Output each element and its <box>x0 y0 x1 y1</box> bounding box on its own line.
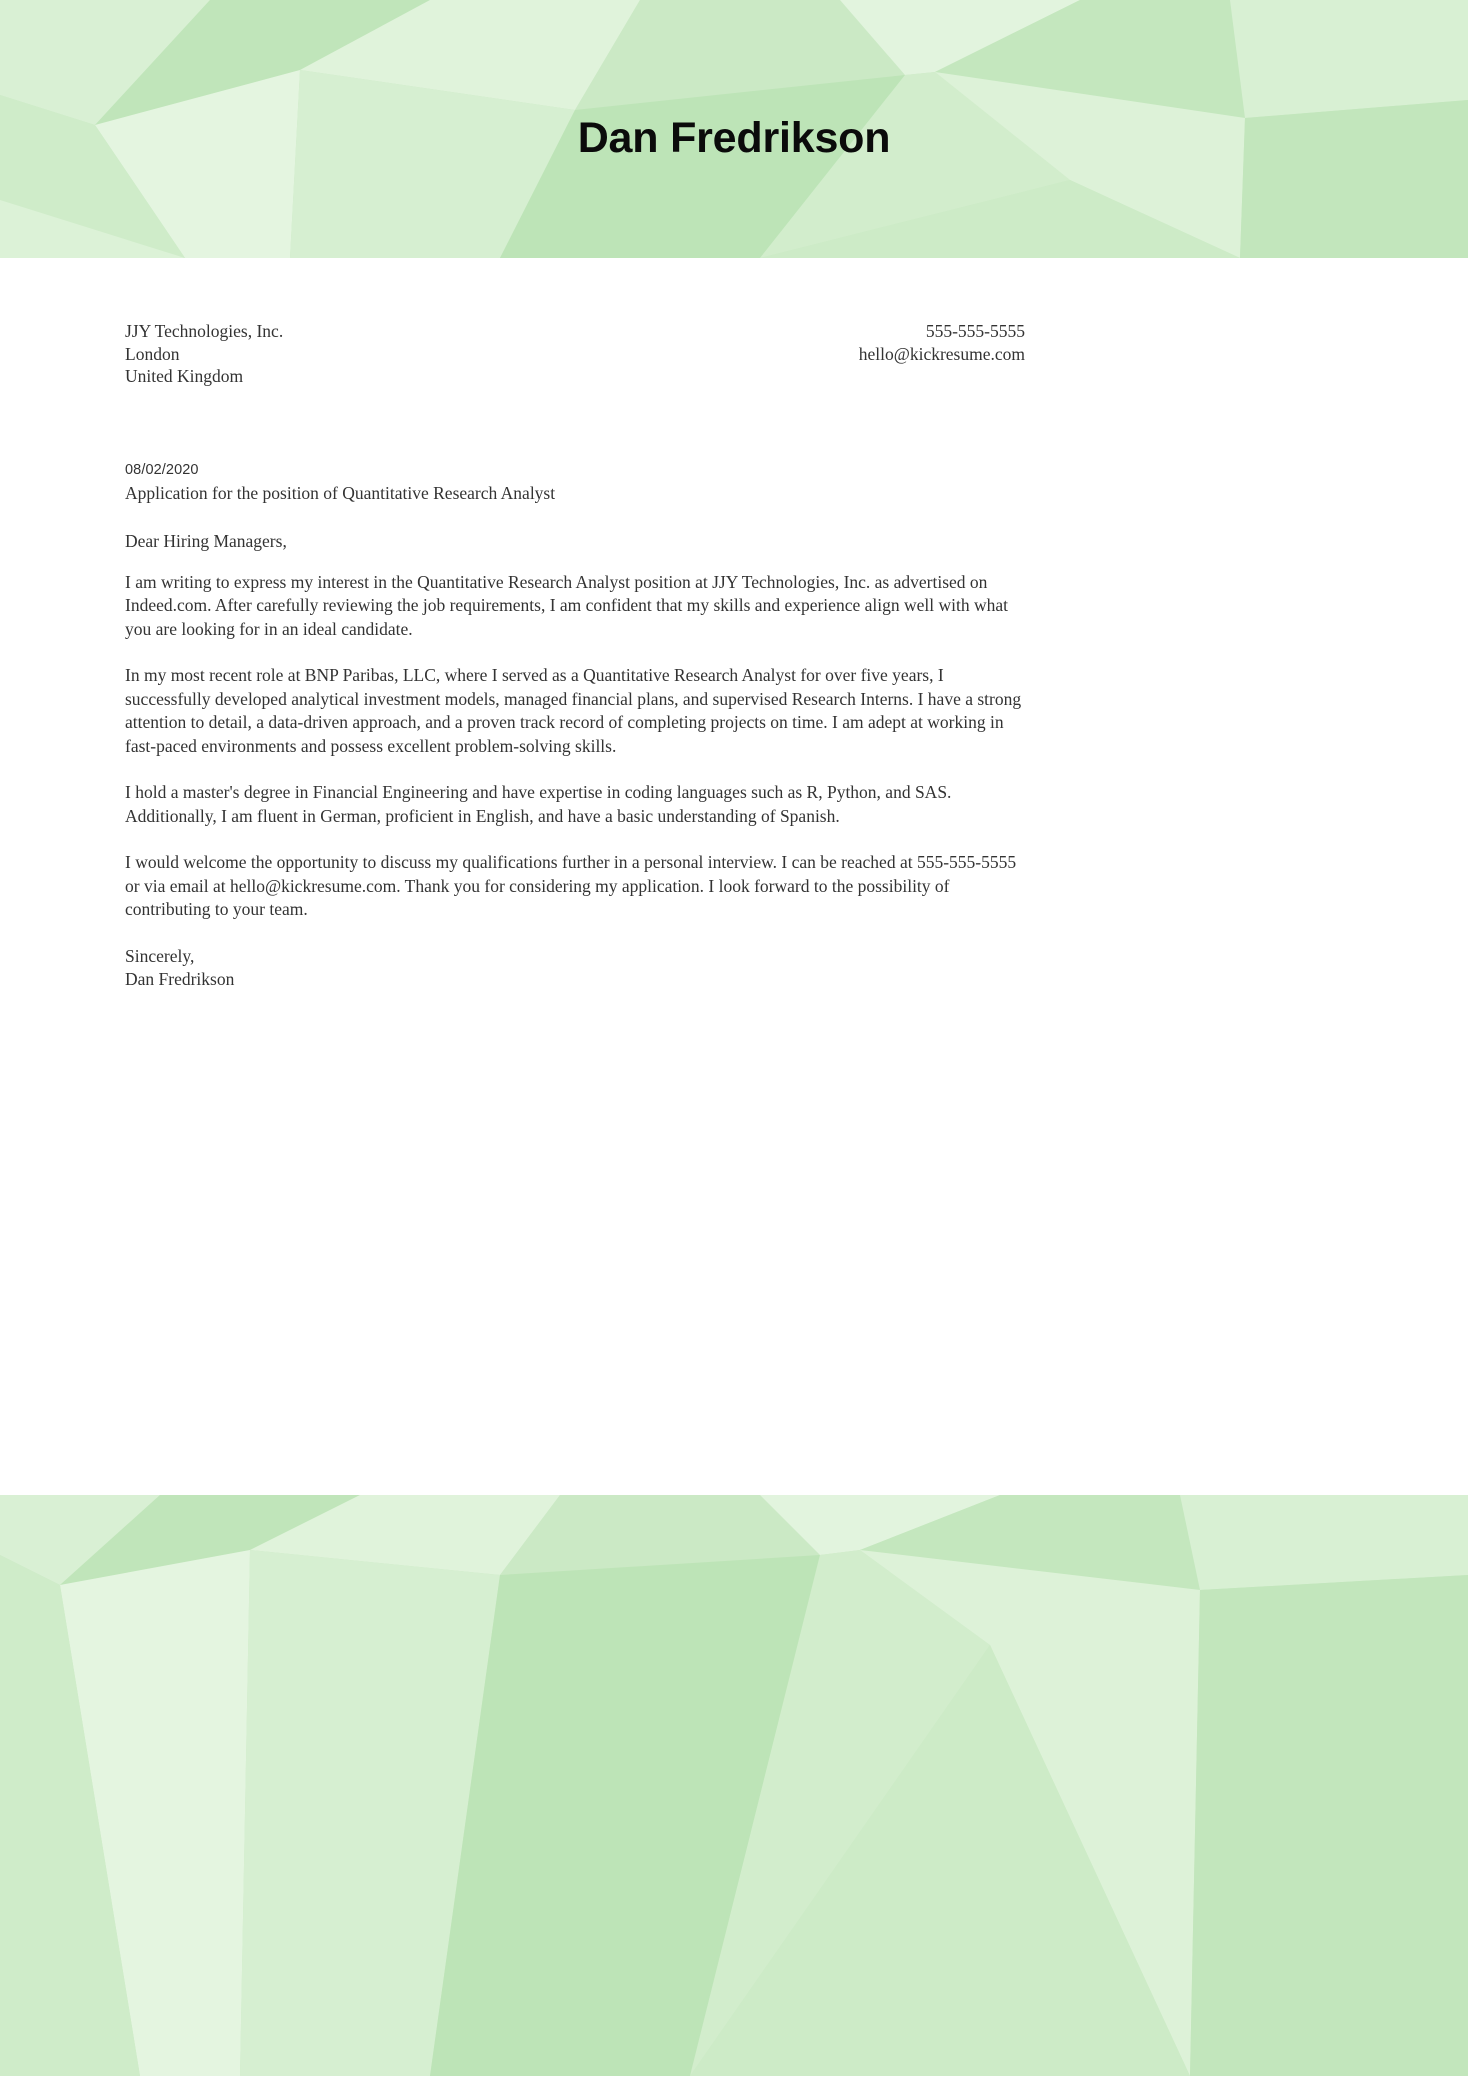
letter-meta <box>125 460 1025 505</box>
signature-name: Dan Fredrikson <box>125 969 235 989</box>
closing-line: Sincerely, <box>125 945 195 966</box>
page-title: Dan Fredrikson <box>577 113 891 162</box>
footer-polygon-pattern <box>0 1495 1468 2076</box>
letter-paragraph: I hold a master's degree in Financial Engineering and have expertise in coding languages such as R, Python, and SAS. Additionally, I am fluent in German, proficient in English, and have a basic understanding of Spanish. <box>125 782 952 826</box>
recipient-city: London <box>125 343 180 364</box>
salutation: Dear Hiring Managers, <box>125 530 287 551</box>
letter-paragraph: In my most recent role at BNP Paribas, LLC, where I served as a Quantitative Research Analyst for over five years, I successfully developed analytical investment models, managed financial plans, and supervised Research Interns. I have a strong attention to detail, a data-driven approach, and a proven track record of completing projects on time. I am adept at working in fast-paced environments and possess excellent problem-solving skills. <box>125 665 1022 756</box>
sender-email[interactable]: hello@kickresume.com <box>858 343 1025 364</box>
letter-subject: Application for the position of Quantitative Research Analyst <box>125 482 556 503</box>
letter-content <box>125 258 1025 992</box>
letter-paragraph: I am writing to express my interest in the Quantitative Research Analyst position at JJY Technologies, Inc. as advertised on Indeed.com. After carefully reviewing the job requirements, I am confident that my skills and experience align well with what you are looking for in an ideal candidate. <box>125 571 1008 639</box>
address-row <box>125 258 1025 388</box>
header-banner <box>0 0 1468 258</box>
signature-block <box>125 945 1025 992</box>
sender-contact <box>859 320 1025 365</box>
letter-paragraphs <box>125 571 1025 922</box>
recipient-company: JJY Technologies, Inc. <box>125 321 284 341</box>
recipient-country: United Kingdom <box>125 366 244 386</box>
letter-paragraph: I would welcome the opportunity to discuss my qualifications further in a personal interview. I can be reached at 555-555-5555 or via email at hello@kickresume.com. Thank you for considering my application. I look forward to the possibility of contributing to your team. <box>125 852 1017 919</box>
recipient-address <box>125 320 283 388</box>
footer-banner <box>0 1495 1468 2076</box>
sender-phone: 555-555-5555 <box>925 321 1025 341</box>
letter-date: 08/02/2020 <box>125 461 199 478</box>
